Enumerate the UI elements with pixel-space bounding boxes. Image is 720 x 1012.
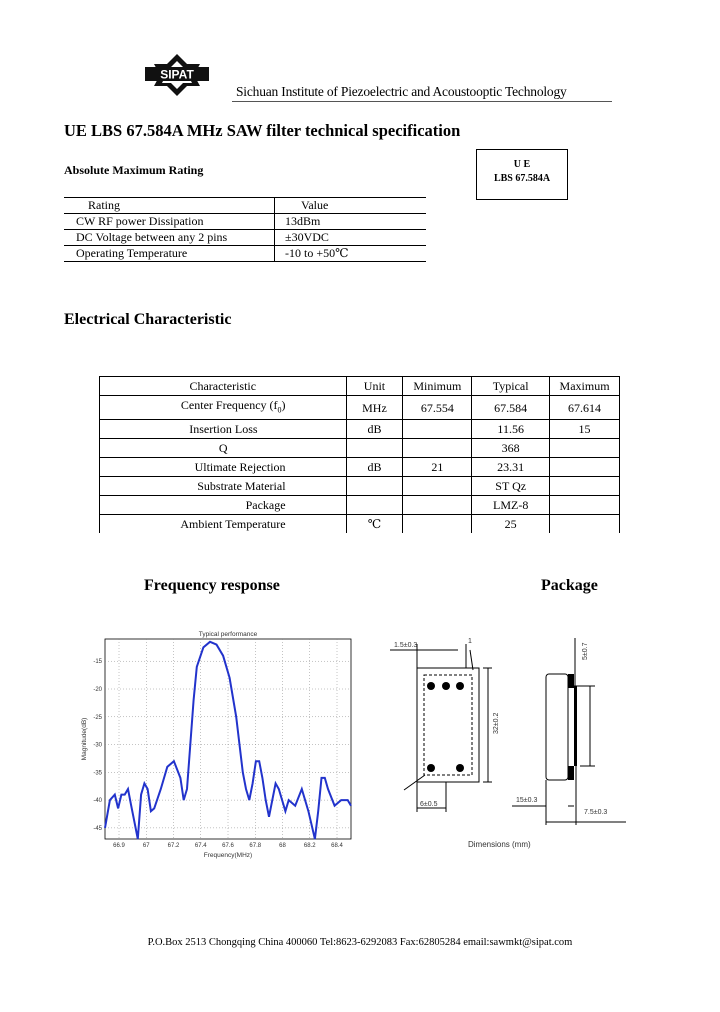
- table-row: [100, 420, 620, 439]
- package-inner-outline: [424, 675, 472, 775]
- pin-icon: [456, 764, 464, 772]
- package-heading: Package: [541, 577, 598, 594]
- logo-text: SIPAT: [160, 67, 194, 82]
- table-cell: 21: [403, 458, 472, 477]
- table-row: [100, 496, 620, 515]
- electrical-heading: Electrical Characteristic: [64, 311, 232, 328]
- chart-title: Typical performance: [198, 631, 258, 638]
- table-row: [64, 246, 426, 262]
- header-divider: [232, 101, 612, 102]
- table-cell: [346, 439, 403, 458]
- table-cell: Ambient Temperature: [100, 515, 347, 534]
- table-cell: Operating Temperature: [64, 246, 275, 262]
- table-row: [100, 515, 620, 534]
- table-row: [100, 458, 620, 477]
- frequency-response-heading: Frequency response: [144, 577, 280, 594]
- table-cell: ST Qz: [472, 477, 550, 496]
- pin-icon: [427, 682, 435, 690]
- x-tick-labels: [113, 843, 343, 849]
- x-tick-label: 68.2: [303, 843, 316, 849]
- table-cell: 67.554: [403, 396, 472, 420]
- table-row: [64, 214, 426, 230]
- column-header: Rating: [64, 198, 275, 214]
- table-cell: MHz: [346, 396, 403, 420]
- electrical-table: [99, 376, 620, 533]
- y-tick-label: -40: [93, 798, 102, 805]
- table-cell: Package: [100, 496, 347, 515]
- part-number-box: [476, 149, 568, 200]
- pin-icon: [456, 682, 464, 690]
- package-side-view: [546, 674, 568, 780]
- chart-xlabel: Frequency(MHz): [203, 852, 253, 859]
- column-header: Maximum: [550, 377, 620, 396]
- column-header: Unit: [346, 377, 403, 396]
- column-header: Typical: [472, 377, 550, 396]
- x-tick-label: 66.9: [113, 843, 125, 849]
- absolute-max-heading: Absolute Maximum Rating: [64, 163, 204, 177]
- pin-icon: [427, 764, 435, 772]
- table-cell: [403, 439, 472, 458]
- x-tick-label: 67.8: [249, 843, 262, 849]
- table-row: [100, 439, 620, 458]
- table-cell: 11.56: [472, 420, 550, 439]
- table-row: [100, 477, 620, 496]
- table-cell: 15: [550, 420, 620, 439]
- table-cell: Center Frequency $(f_0)$: [100, 396, 347, 420]
- table-cell: [346, 496, 403, 515]
- dim-label: 1.5±0.3: [394, 642, 418, 649]
- sipat-logo: [142, 52, 212, 98]
- table-cell: 67.584: [472, 396, 550, 420]
- table-cell: 368: [472, 439, 550, 458]
- table-cell: [346, 477, 403, 496]
- table-cell: [550, 458, 620, 477]
- table-cell: LMZ-8: [472, 496, 550, 515]
- table-cell: Ultimate Rejection: [100, 458, 347, 477]
- table-cell: 67.614: [550, 396, 620, 420]
- table-cell: dB: [346, 420, 403, 439]
- chart-ylabel: Magnitude(dB): [81, 717, 88, 761]
- package-caption: Dimensions (mm): [468, 840, 531, 849]
- dim-label: 1: [468, 638, 472, 645]
- table-cell: [403, 420, 472, 439]
- table-cell: dB: [346, 458, 403, 477]
- y-tick-labels: [93, 659, 102, 832]
- table-cell: -10 to +50℃: [275, 246, 427, 262]
- table-row: [100, 396, 620, 420]
- table-cell: [550, 439, 620, 458]
- table-cell: ±30VDC: [275, 230, 427, 246]
- x-tick-label: 67.4: [194, 843, 207, 849]
- x-tick-label: 68.4: [331, 843, 343, 849]
- table-row: [64, 230, 426, 246]
- dim-label: 7.5±0.3: [584, 809, 608, 816]
- table-cell: 25: [472, 515, 550, 534]
- table-cell: Substrate Material: [100, 477, 347, 496]
- table-header-row: [100, 377, 620, 396]
- y-tick-label: -25: [93, 714, 102, 721]
- x-tick-label: 68: [279, 843, 286, 849]
- dim-label: 5±0.7: [582, 642, 589, 660]
- table-cell: [403, 477, 472, 496]
- part-box-line1: U E: [513, 159, 531, 170]
- y-tick-label: -15: [93, 659, 102, 666]
- column-header: Value: [275, 198, 427, 214]
- table-cell: [550, 496, 620, 515]
- table-cell: ℃: [346, 515, 403, 534]
- column-header: Characteristic: [100, 377, 347, 396]
- y-tick-label: -30: [93, 742, 102, 749]
- table-cell: [550, 515, 620, 534]
- x-tick-label: 67.6: [222, 843, 234, 849]
- part-box-line2: LBS 67.584A: [493, 173, 551, 184]
- y-tick-label: -35: [93, 770, 102, 777]
- footer-contact: P.O.Box 2513 Chongqing China 400060 Tel:8623-6292083 Fax:62805284 email:sawmkt@sipat.com: [147, 937, 573, 948]
- table-cell: Insertion Loss: [100, 420, 347, 439]
- institute-name: Sichuan Institute of Piezoelectric and Acoustooptic Technology: [236, 84, 567, 99]
- table-cell: [403, 515, 472, 534]
- dim-label: 32±0.2: [493, 712, 500, 734]
- table-cell: CW RF power Dissipation: [64, 214, 275, 230]
- y-tick-label: -45: [93, 825, 102, 832]
- y-tick-label: -20: [93, 687, 102, 693]
- x-tick-label: 67: [142, 843, 150, 849]
- table-cell: Q: [100, 439, 347, 458]
- absolute-max-table: [64, 197, 426, 262]
- package-drawing: [380, 630, 630, 860]
- dim-label: 15±0.3: [516, 797, 538, 804]
- table-cell: [550, 477, 620, 496]
- x-tick-label: 67.2: [167, 843, 180, 849]
- column-header: Minimum: [403, 377, 472, 396]
- table-header-row: [64, 198, 426, 214]
- dim-label: 6±0.5: [420, 801, 438, 808]
- table-cell: DC Voltage between any 2 pins: [64, 230, 275, 246]
- table-cell: [403, 496, 472, 515]
- pin-icon: [442, 682, 450, 690]
- table-cell: 13dBm: [275, 214, 427, 230]
- frequency-response-chart: [80, 626, 360, 862]
- table-cell: 23.31: [472, 458, 550, 477]
- page-title: UE LBS 67.584A MHz SAW filter technical specification: [64, 121, 461, 140]
